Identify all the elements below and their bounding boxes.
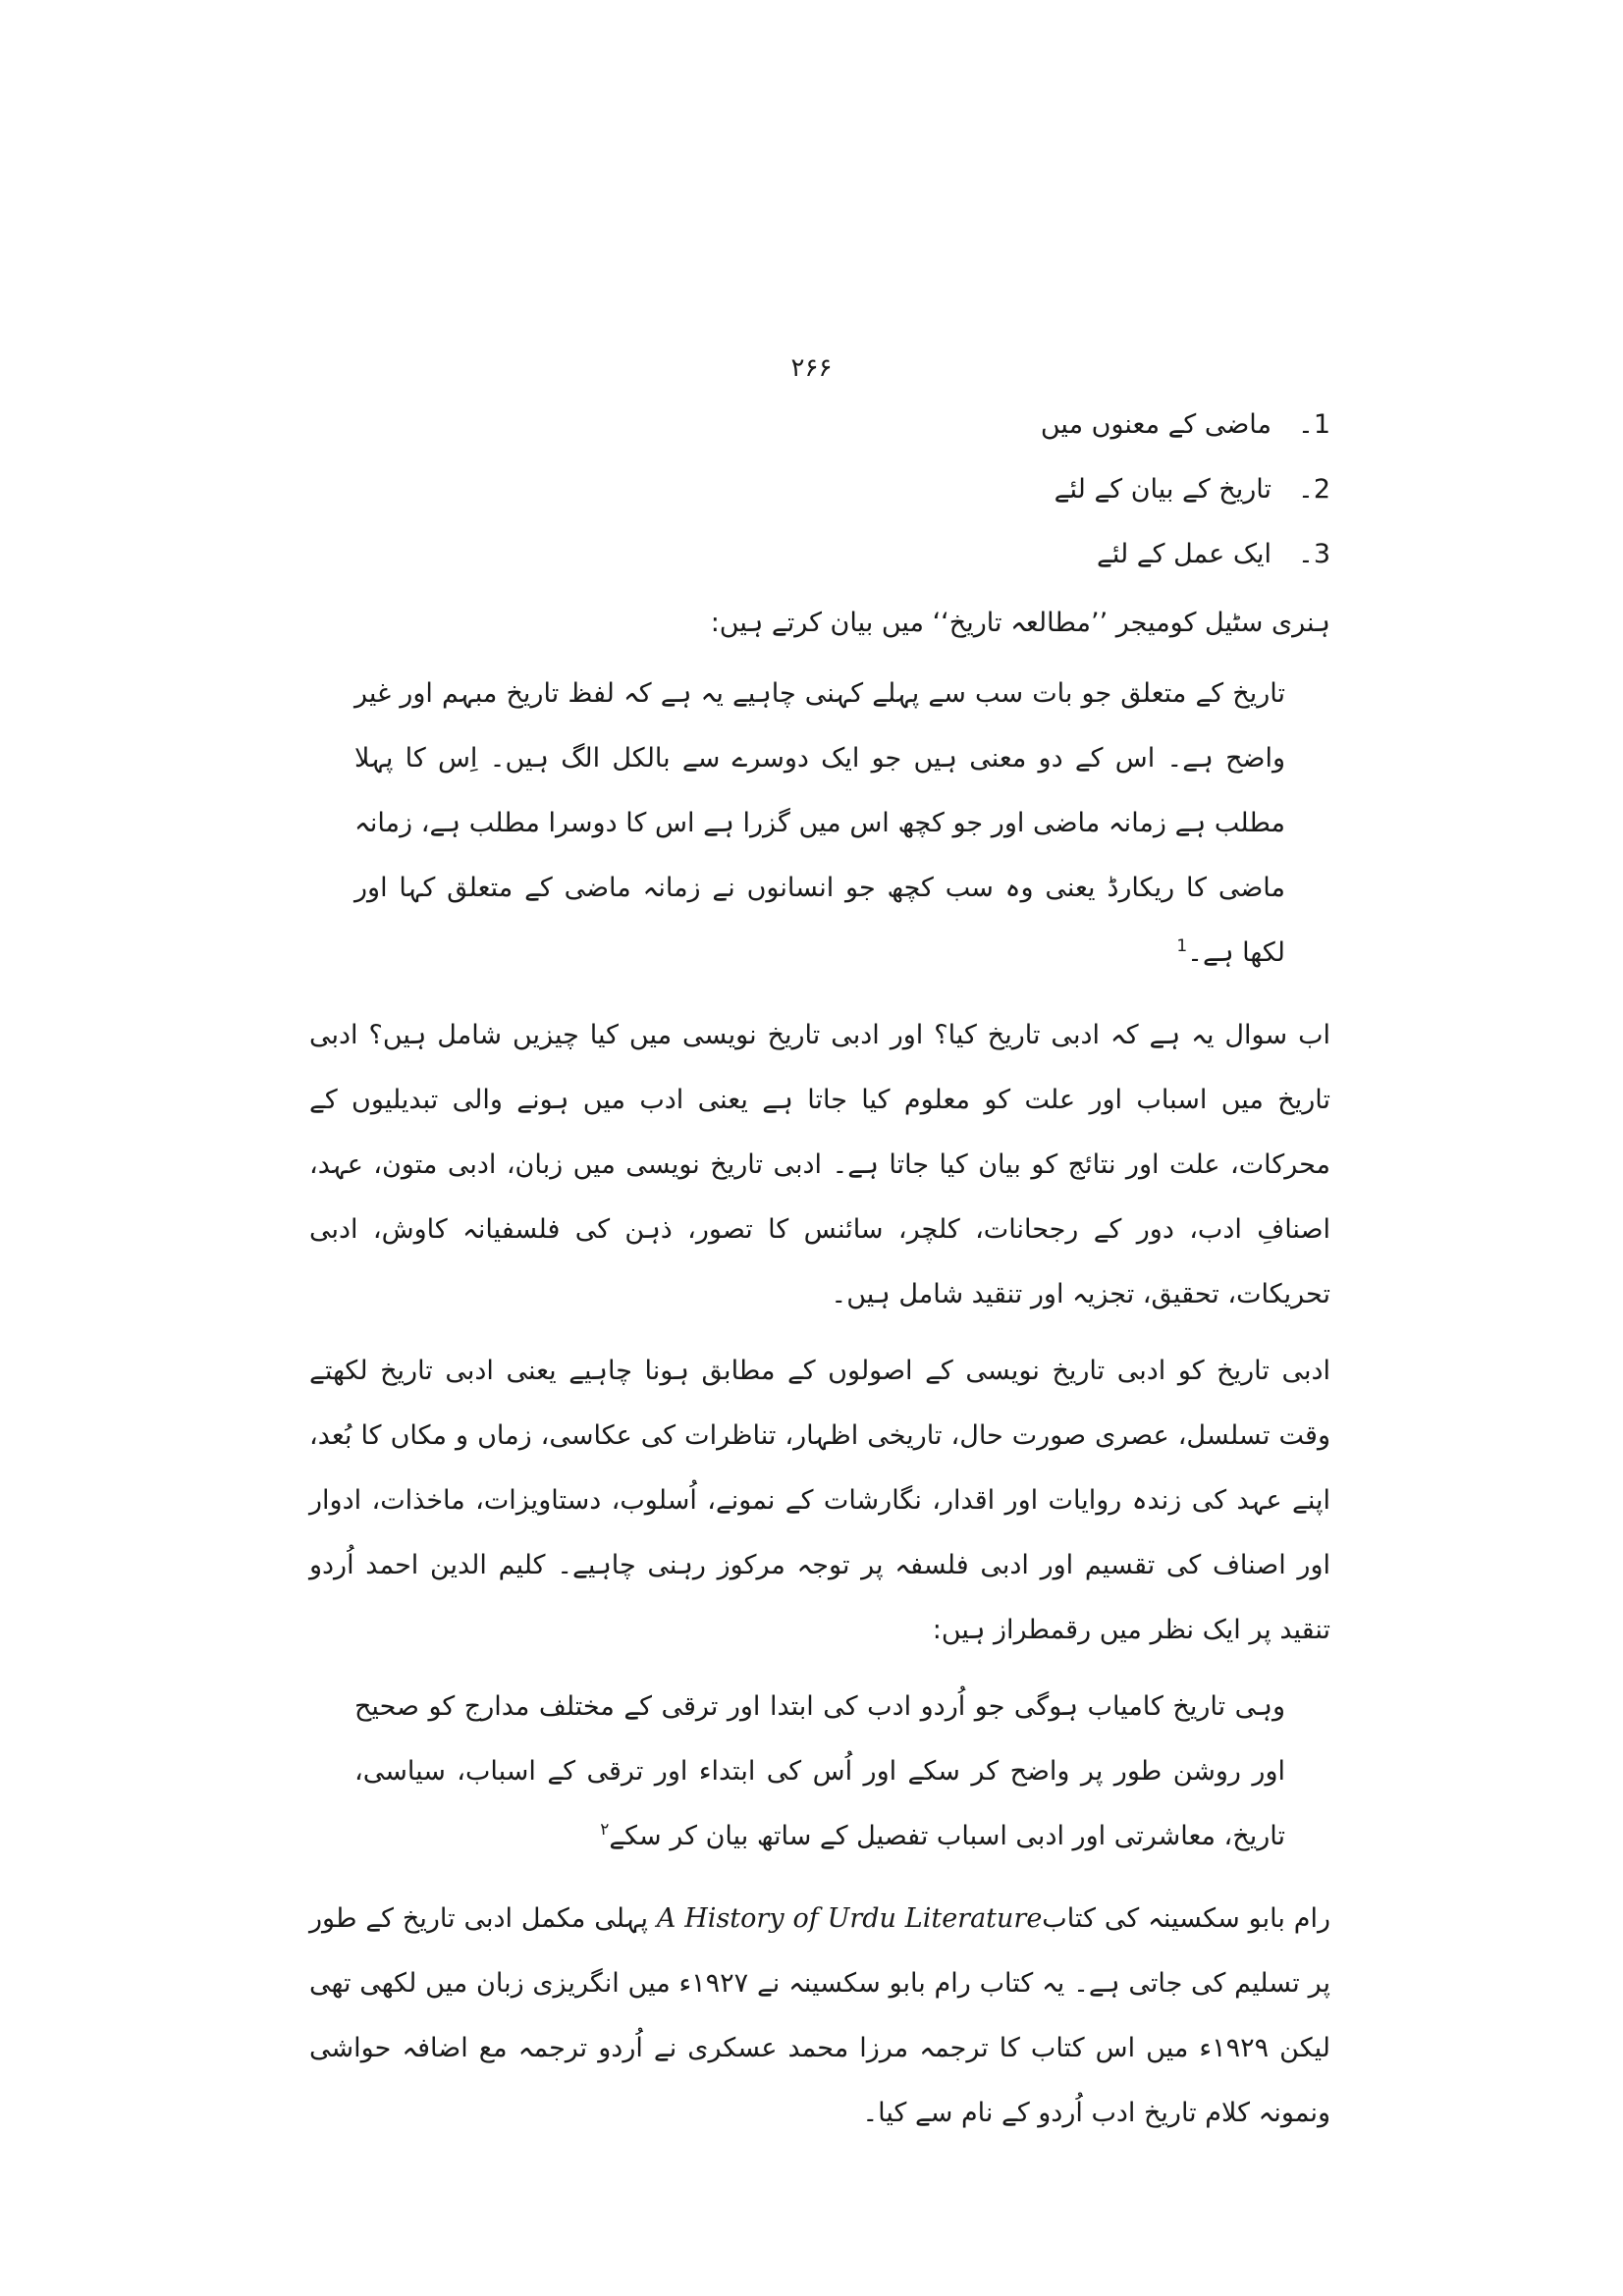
list-item-number: 2۔ <box>1297 474 1330 505</box>
page-number: ۲۶۶ <box>790 353 833 383</box>
list-item <box>309 522 1330 587</box>
body-paragraph-2: ادبی تاریخ کو ادبی تاریخ نویسی کے اصولوں کے مطابق ہونا چاہیے یعنی ادبی تاریخ لکھتے وقت تسلسل، عصری صورت حال، تاریخی اظہار، تناظرات کی عکاسی، زماں و مکاں کا بُعد، اپنے عہد کی زندہ روایات اور اقدار، نگارشات کے نمونے، اُسلوب، دستاویزات، ماخذات، ادوار اور اصناف کی تقسیم اور ادبی فلسفہ پر توجہ مرکوز رہنی چاہیے۔ کلیم الدین احمد اُردو تنقید پر ایک نظر میں رقمطراز ہیں: <box>309 1356 1330 1645</box>
block-quote-1 <box>354 662 1285 986</box>
body-paragraph-1: اب سوال یہ ہے کہ ادبی تاریخ کیا؟ اور ادبی تاریخ نویسی میں کیا چیزیں شامل ہیں؟ ادبی تاریخ میں اسباب اور علت کو معلوم کیا جاتا ہے یعنی ادب میں ہونے والی تبدیلیوں کے محرکات، علت اور نتائج کو بیان کیا جاتا ہے۔ ادبی تاریخ نویسی میں زبان، ادبی متون، عہد، اصنافِ ادب، دور کے رجحانات، کلچر، سائنس کا تصور، ذہن کی فلسفیانہ کاوش، ادبی تحریکات، تحقیق، تجزیہ اور تنقید شامل ہیں۔ <box>309 1020 1330 1309</box>
meaning-list <box>309 393 1330 587</box>
footnote-ref-2: ۲ <box>600 1820 610 1840</box>
book-title-latin: A History of Urdu Literature <box>656 1903 1043 1934</box>
block-quote-2 <box>354 1675 1285 1869</box>
list-item-text: ایک عمل کے لئے <box>1097 539 1271 569</box>
list-item-text: تاریخ کے بیان کے لئے <box>1054 474 1271 505</box>
body-paragraph-3-rest: پہلی مکمل ادبی تاریخ کے طور پر تسلیم کی جاتی ہے۔ یہ کتاب رام بابو سکسینہ نے ۱۹۲۷ء میں انگریزی زبان میں لکھی تھی لیکن ۱۹۲۹ء میں اس کتاب کا ترجمہ مرزا محمد عسکری نے اُردو ترجمہ مع اضافہ حواشی ونمونہ کلام تاریخ ادب اُردو کے نام سے کیا۔ <box>309 1903 1330 2128</box>
body-paragraph-3 <box>309 1887 1330 2146</box>
footnote-ref-1: 1 <box>1176 936 1188 956</box>
page-content <box>309 393 1330 2158</box>
quote-intro-paragraph: ہنری سٹیل کومیجر ’’مطالعہ تاریخ‘‘ میں بیان کرتے ہیں: <box>710 608 1330 638</box>
list-item <box>309 457 1330 522</box>
list-item <box>309 393 1330 457</box>
body-paragraph-3-start: رام بابو سکسینہ کی کتاب <box>1042 1903 1330 1934</box>
list-item-number: 1۔ <box>1297 409 1330 440</box>
list-item-number: 3۔ <box>1297 539 1330 569</box>
list-item-text: ماضی کے معنوں میں <box>1040 409 1271 440</box>
block-quote-2-text: وہی تاریخ کامیاب ہوگی جو اُردو ادب کی ابتدا اور ترقی کے مختلف مدارج کو صحیح اور روشن طور پر واضح کر سکے اور اُس کی ابتداء اور ترقی کے اسباب، سیاسی، تاریخ، معاشرتی اور ادبی اسباب تفصیل کے ساتھ بیان کر سکے <box>354 1691 1285 1851</box>
block-quote-1-text: تاریخ کے متعلق جو بات سب سے پہلے کہنی چاہیے یہ ہے کہ لفظ تاریخ مبہم اور غیر واضح ہے۔ اس کے دو معنی ہیں جو ایک دوسرے سے بالکل الگ ہیں۔ اِس کا پہلا مطلب ہے زمانہ ماضی اور جو کچھ اس میں گزرا ہے اس کا دوسرا مطلب ہے، زمانہ ماضی کا ریکارڈ یعنی وہ سب کچھ جو انسانوں نے زمانہ ماضی کے متعلق کہا اور لکھا ہے۔ <box>354 678 1285 968</box>
